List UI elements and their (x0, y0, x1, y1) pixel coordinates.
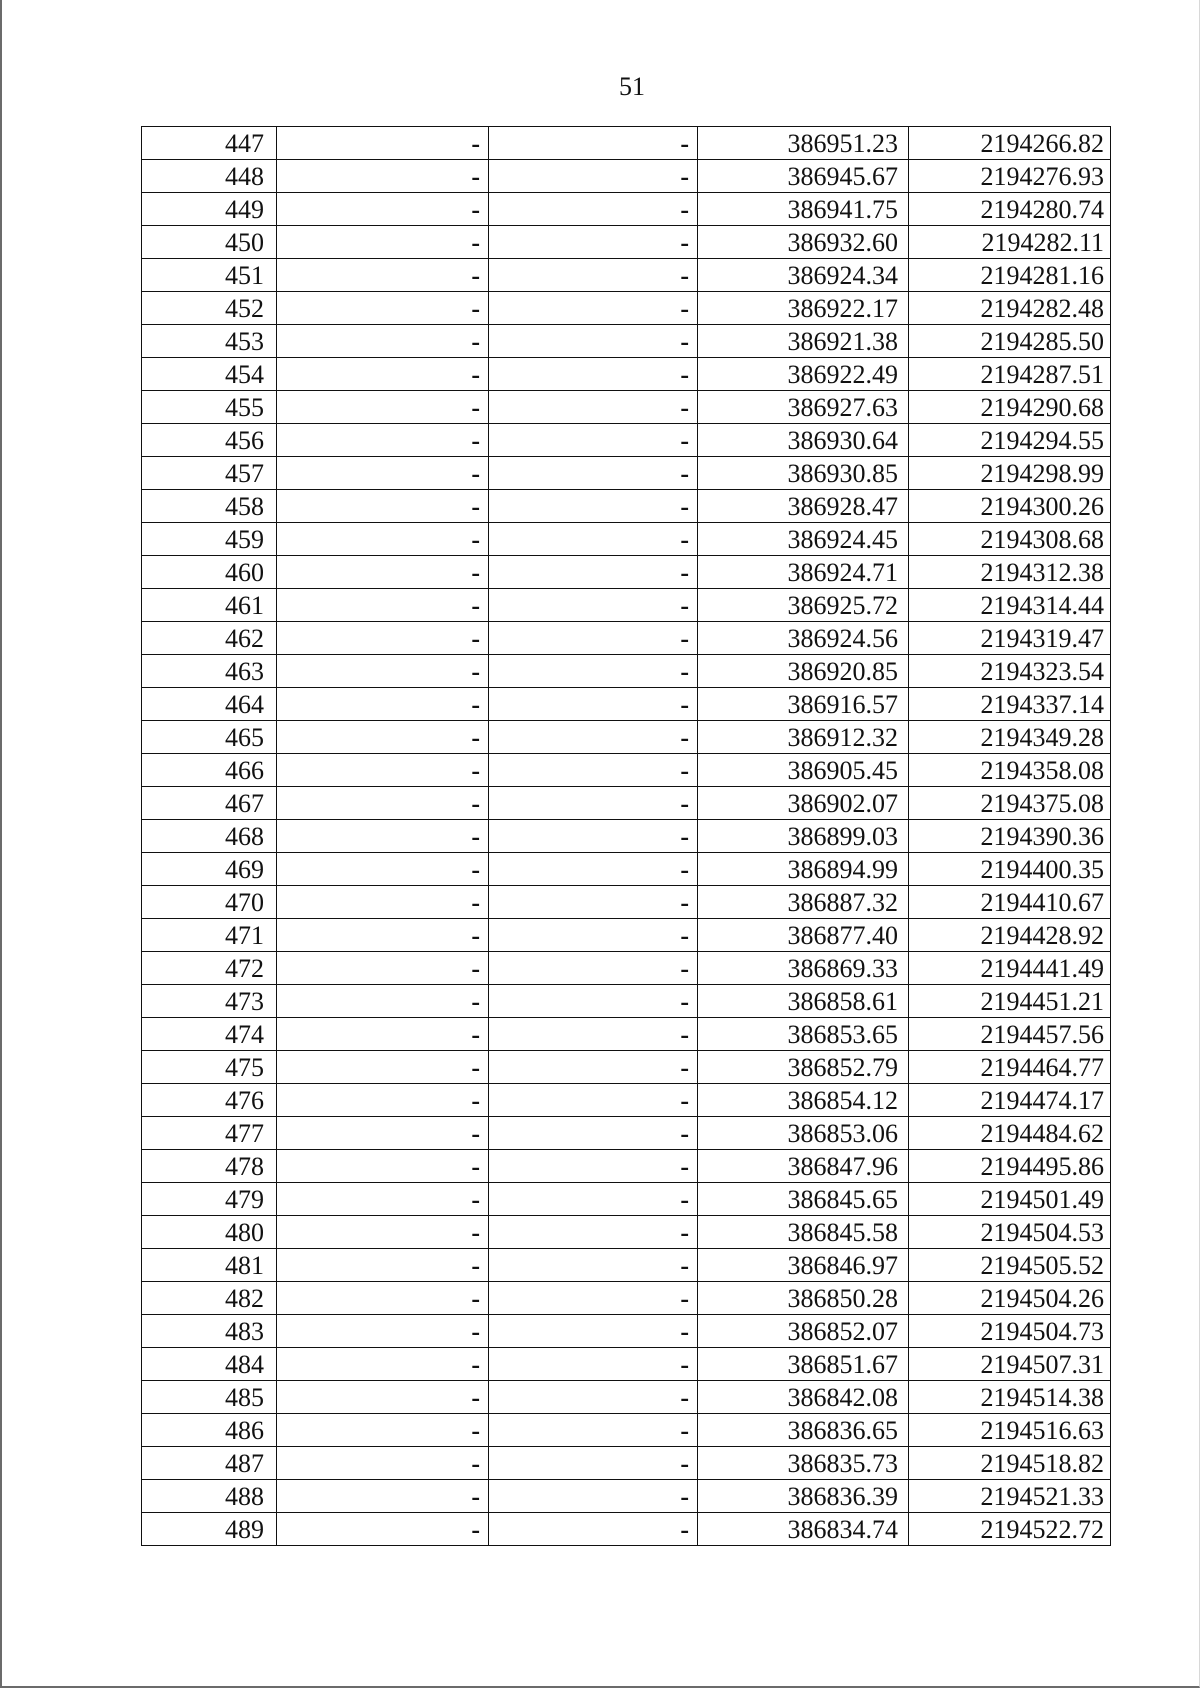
y-coordinate-cell: 2194457.56 (909, 1018, 1111, 1051)
y-coordinate-cell: 2194314.44 (909, 589, 1111, 622)
table-row (142, 160, 1111, 193)
empty-value-cell: - (277, 259, 489, 292)
x-coordinate-cell: 386932.60 (698, 226, 909, 259)
x-coordinate-cell: 386924.34 (698, 259, 909, 292)
point-number-cell: 489 (142, 1513, 277, 1546)
y-coordinate-cell: 2194266.82 (909, 127, 1111, 160)
page-number: 51 (619, 72, 645, 101)
point-number-cell: 487 (142, 1447, 277, 1480)
point-number-cell: 461 (142, 589, 277, 622)
table-row (142, 127, 1111, 160)
y-coordinate-cell: 2194300.26 (909, 490, 1111, 523)
table-row (142, 523, 1111, 556)
point-number-cell: 453 (142, 325, 277, 358)
x-coordinate-cell: 386850.28 (698, 1282, 909, 1315)
empty-value-cell: - (277, 820, 489, 853)
table-row (142, 490, 1111, 523)
empty-value-cell: - (489, 1117, 698, 1150)
empty-value-cell: - (277, 589, 489, 622)
table-row (142, 622, 1111, 655)
point-number-cell: 456 (142, 424, 277, 457)
y-coordinate-cell: 2194312.38 (909, 556, 1111, 589)
table-row (142, 985, 1111, 1018)
x-coordinate-cell: 386930.64 (698, 424, 909, 457)
point-number-cell: 452 (142, 292, 277, 325)
empty-value-cell: - (277, 688, 489, 721)
point-number-cell: 473 (142, 985, 277, 1018)
x-coordinate-cell: 386916.57 (698, 688, 909, 721)
x-coordinate-cell: 386853.06 (698, 1117, 909, 1150)
empty-value-cell: - (489, 226, 698, 259)
y-coordinate-cell: 2194400.35 (909, 853, 1111, 886)
empty-value-cell: - (277, 358, 489, 391)
empty-value-cell: - (277, 1447, 489, 1480)
empty-value-cell: - (489, 1282, 698, 1315)
x-coordinate-cell: 386927.63 (698, 391, 909, 424)
y-coordinate-cell: 2194294.55 (909, 424, 1111, 457)
x-coordinate-cell: 386853.65 (698, 1018, 909, 1051)
empty-value-cell: - (277, 490, 489, 523)
empty-value-cell: - (277, 193, 489, 226)
point-number-cell: 474 (142, 1018, 277, 1051)
x-coordinate-cell: 386951.23 (698, 127, 909, 160)
empty-value-cell: - (489, 952, 698, 985)
y-coordinate-cell: 2194505.52 (909, 1249, 1111, 1282)
y-coordinate-cell: 2194428.92 (909, 919, 1111, 952)
empty-value-cell: - (277, 952, 489, 985)
empty-value-cell: - (277, 1249, 489, 1282)
x-coordinate-cell: 386852.07 (698, 1315, 909, 1348)
x-coordinate-cell: 386922.17 (698, 292, 909, 325)
empty-value-cell: - (277, 1480, 489, 1513)
empty-value-cell: - (489, 325, 698, 358)
table-row (142, 391, 1111, 424)
empty-value-cell: - (277, 1183, 489, 1216)
x-coordinate-cell: 386845.58 (698, 1216, 909, 1249)
empty-value-cell: - (489, 1447, 698, 1480)
empty-value-cell: - (489, 292, 698, 325)
empty-value-cell: - (277, 886, 489, 919)
point-number-cell: 458 (142, 490, 277, 523)
empty-value-cell: - (277, 292, 489, 325)
empty-value-cell: - (489, 1249, 698, 1282)
x-coordinate-cell: 386852.79 (698, 1051, 909, 1084)
empty-value-cell: - (489, 1183, 698, 1216)
y-coordinate-cell: 2194298.99 (909, 457, 1111, 490)
y-coordinate-cell: 2194282.48 (909, 292, 1111, 325)
x-coordinate-cell: 386921.38 (698, 325, 909, 358)
y-coordinate-cell: 2194410.67 (909, 886, 1111, 919)
table-row (142, 556, 1111, 589)
x-coordinate-cell: 386834.74 (698, 1513, 909, 1546)
empty-value-cell: - (489, 1348, 698, 1381)
table-row (142, 886, 1111, 919)
point-number-cell: 463 (142, 655, 277, 688)
point-number-cell: 485 (142, 1381, 277, 1414)
x-coordinate-cell: 386905.45 (698, 754, 909, 787)
y-coordinate-cell: 2194464.77 (909, 1051, 1111, 1084)
empty-value-cell: - (489, 193, 698, 226)
point-number-cell: 476 (142, 1084, 277, 1117)
table-row (142, 1348, 1111, 1381)
y-coordinate-cell: 2194276.93 (909, 160, 1111, 193)
point-number-cell: 449 (142, 193, 277, 226)
table-row (142, 1018, 1111, 1051)
table-row (142, 688, 1111, 721)
y-coordinate-cell: 2194290.68 (909, 391, 1111, 424)
empty-value-cell: - (277, 1216, 489, 1249)
y-coordinate-cell: 2194281.16 (909, 259, 1111, 292)
table-row (142, 589, 1111, 622)
table-row (142, 1249, 1111, 1282)
point-number-cell: 481 (142, 1249, 277, 1282)
point-number-cell: 480 (142, 1216, 277, 1249)
empty-value-cell: - (489, 1018, 698, 1051)
y-coordinate-cell: 2194308.68 (909, 523, 1111, 556)
table-row (142, 1480, 1111, 1513)
table-row (142, 1447, 1111, 1480)
point-number-cell: 454 (142, 358, 277, 391)
y-coordinate-cell: 2194280.74 (909, 193, 1111, 226)
table-row (142, 1117, 1111, 1150)
y-coordinate-cell: 2194451.21 (909, 985, 1111, 1018)
point-number-cell: 465 (142, 721, 277, 754)
table-row (142, 358, 1111, 391)
x-coordinate-cell: 386846.97 (698, 1249, 909, 1282)
empty-value-cell: - (277, 721, 489, 754)
empty-value-cell: - (277, 1381, 489, 1414)
x-coordinate-cell: 386847.96 (698, 1150, 909, 1183)
empty-value-cell: - (489, 424, 698, 457)
x-coordinate-cell: 386877.40 (698, 919, 909, 952)
x-coordinate-cell: 386928.47 (698, 490, 909, 523)
empty-value-cell: - (489, 1381, 698, 1414)
point-number-cell: 466 (142, 754, 277, 787)
y-coordinate-cell: 2194390.36 (909, 820, 1111, 853)
y-coordinate-cell: 2194507.31 (909, 1348, 1111, 1381)
empty-value-cell: - (277, 787, 489, 820)
x-coordinate-cell: 386941.75 (698, 193, 909, 226)
empty-value-cell: - (277, 1513, 489, 1546)
empty-value-cell: - (489, 886, 698, 919)
table-row (142, 1315, 1111, 1348)
point-number-cell: 467 (142, 787, 277, 820)
point-number-cell: 468 (142, 820, 277, 853)
point-number-cell: 471 (142, 919, 277, 952)
point-number-cell: 459 (142, 523, 277, 556)
y-coordinate-cell: 2194504.73 (909, 1315, 1111, 1348)
empty-value-cell: - (489, 490, 698, 523)
point-number-cell: 475 (142, 1051, 277, 1084)
y-coordinate-cell: 2194522.72 (909, 1513, 1111, 1546)
empty-value-cell: - (277, 919, 489, 952)
empty-value-cell: - (277, 754, 489, 787)
y-coordinate-cell: 2194516.63 (909, 1414, 1111, 1447)
empty-value-cell: - (489, 160, 698, 193)
point-number-cell: 469 (142, 853, 277, 886)
point-number-cell: 457 (142, 457, 277, 490)
empty-value-cell: - (489, 259, 698, 292)
empty-value-cell: - (489, 1480, 698, 1513)
table-row (142, 457, 1111, 490)
x-coordinate-cell: 386930.85 (698, 457, 909, 490)
empty-value-cell: - (277, 226, 489, 259)
x-coordinate-cell: 386924.71 (698, 556, 909, 589)
y-coordinate-cell: 2194282.11 (909, 226, 1111, 259)
empty-value-cell: - (277, 985, 489, 1018)
y-coordinate-cell: 2194484.62 (909, 1117, 1111, 1150)
x-coordinate-cell: 386836.39 (698, 1480, 909, 1513)
coordinates-table-body (142, 127, 1111, 1546)
x-coordinate-cell: 386924.45 (698, 523, 909, 556)
empty-value-cell: - (489, 655, 698, 688)
x-coordinate-cell: 386842.08 (698, 1381, 909, 1414)
table-row (142, 1513, 1111, 1546)
y-coordinate-cell: 2194504.53 (909, 1216, 1111, 1249)
point-number-cell: 483 (142, 1315, 277, 1348)
x-coordinate-cell: 386925.72 (698, 589, 909, 622)
empty-value-cell: - (489, 919, 698, 952)
empty-value-cell: - (277, 391, 489, 424)
point-number-cell: 478 (142, 1150, 277, 1183)
empty-value-cell: - (277, 655, 489, 688)
empty-value-cell: - (277, 523, 489, 556)
x-coordinate-cell: 386887.32 (698, 886, 909, 919)
x-coordinate-cell: 386924.56 (698, 622, 909, 655)
empty-value-cell: - (489, 1315, 698, 1348)
point-number-cell: 447 (142, 127, 277, 160)
table-row (142, 1381, 1111, 1414)
point-number-cell: 477 (142, 1117, 277, 1150)
empty-value-cell: - (489, 391, 698, 424)
empty-value-cell: - (277, 1315, 489, 1348)
y-coordinate-cell: 2194287.51 (909, 358, 1111, 391)
empty-value-cell: - (277, 1117, 489, 1150)
empty-value-cell: - (489, 589, 698, 622)
table-row (142, 853, 1111, 886)
y-coordinate-cell: 2194337.14 (909, 688, 1111, 721)
empty-value-cell: - (277, 556, 489, 589)
table-row (142, 655, 1111, 688)
x-coordinate-cell: 386902.07 (698, 787, 909, 820)
x-coordinate-cell: 386920.85 (698, 655, 909, 688)
empty-value-cell: - (277, 160, 489, 193)
point-number-cell: 484 (142, 1348, 277, 1381)
table-row (142, 292, 1111, 325)
empty-value-cell: - (489, 754, 698, 787)
table-row (142, 193, 1111, 226)
empty-value-cell: - (277, 127, 489, 160)
point-number-cell: 479 (142, 1183, 277, 1216)
empty-value-cell: - (277, 1282, 489, 1315)
empty-value-cell: - (489, 787, 698, 820)
empty-value-cell: - (277, 1150, 489, 1183)
table-row (142, 1084, 1111, 1117)
table-row (142, 424, 1111, 457)
y-coordinate-cell: 2194358.08 (909, 754, 1111, 787)
table-row (142, 820, 1111, 853)
point-number-cell: 451 (142, 259, 277, 292)
empty-value-cell: - (489, 1150, 698, 1183)
x-coordinate-cell: 386858.61 (698, 985, 909, 1018)
point-number-cell: 460 (142, 556, 277, 589)
table-row (142, 754, 1111, 787)
empty-value-cell: - (489, 1513, 698, 1546)
y-coordinate-cell: 2194495.86 (909, 1150, 1111, 1183)
empty-value-cell: - (277, 622, 489, 655)
point-number-cell: 448 (142, 160, 277, 193)
empty-value-cell: - (489, 1084, 698, 1117)
y-coordinate-cell: 2194441.49 (909, 952, 1111, 985)
x-coordinate-cell: 386945.67 (698, 160, 909, 193)
y-coordinate-cell: 2194514.38 (909, 1381, 1111, 1414)
empty-value-cell: - (489, 853, 698, 886)
point-number-cell: 450 (142, 226, 277, 259)
point-number-cell: 462 (142, 622, 277, 655)
x-coordinate-cell: 386869.33 (698, 952, 909, 985)
point-number-cell: 464 (142, 688, 277, 721)
empty-value-cell: - (277, 1348, 489, 1381)
empty-value-cell: - (277, 1018, 489, 1051)
y-coordinate-cell: 2194474.17 (909, 1084, 1111, 1117)
x-coordinate-cell: 386851.67 (698, 1348, 909, 1381)
y-coordinate-cell: 2194521.33 (909, 1480, 1111, 1513)
empty-value-cell: - (489, 358, 698, 391)
x-coordinate-cell: 386854.12 (698, 1084, 909, 1117)
empty-value-cell: - (277, 1051, 489, 1084)
empty-value-cell: - (277, 1084, 489, 1117)
y-coordinate-cell: 2194504.26 (909, 1282, 1111, 1315)
point-number-cell: 482 (142, 1282, 277, 1315)
table-row (142, 1282, 1111, 1315)
empty-value-cell: - (489, 688, 698, 721)
table-row (142, 1414, 1111, 1447)
y-coordinate-cell: 2194323.54 (909, 655, 1111, 688)
x-coordinate-cell: 386894.99 (698, 853, 909, 886)
empty-value-cell: - (489, 1216, 698, 1249)
y-coordinate-cell: 2194319.47 (909, 622, 1111, 655)
point-number-cell: 455 (142, 391, 277, 424)
empty-value-cell: - (489, 820, 698, 853)
table-row (142, 1183, 1111, 1216)
empty-value-cell: - (489, 1414, 698, 1447)
empty-value-cell: - (489, 1051, 698, 1084)
x-coordinate-cell: 386845.65 (698, 1183, 909, 1216)
point-number-cell: 488 (142, 1480, 277, 1513)
x-coordinate-cell: 386912.32 (698, 721, 909, 754)
point-number-cell: 470 (142, 886, 277, 919)
x-coordinate-cell: 386922.49 (698, 358, 909, 391)
y-coordinate-cell: 2194285.50 (909, 325, 1111, 358)
y-coordinate-cell: 2194349.28 (909, 721, 1111, 754)
coordinates-table (141, 126, 1111, 1546)
table-row (142, 1150, 1111, 1183)
empty-value-cell: - (277, 325, 489, 358)
empty-value-cell: - (489, 622, 698, 655)
table-row (142, 919, 1111, 952)
table-row (142, 952, 1111, 985)
point-number-cell: 472 (142, 952, 277, 985)
empty-value-cell: - (489, 721, 698, 754)
table-row (142, 787, 1111, 820)
x-coordinate-cell: 386836.65 (698, 1414, 909, 1447)
empty-value-cell: - (277, 457, 489, 490)
empty-value-cell: - (489, 523, 698, 556)
empty-value-cell: - (277, 1414, 489, 1447)
point-number-cell: 486 (142, 1414, 277, 1447)
x-coordinate-cell: 386835.73 (698, 1447, 909, 1480)
table-row (142, 226, 1111, 259)
empty-value-cell: - (277, 853, 489, 886)
x-coordinate-cell: 386899.03 (698, 820, 909, 853)
table-row (142, 1051, 1111, 1084)
table-row (142, 325, 1111, 358)
y-coordinate-cell: 2194518.82 (909, 1447, 1111, 1480)
empty-value-cell: - (277, 424, 489, 457)
table-row (142, 1216, 1111, 1249)
empty-value-cell: - (489, 985, 698, 1018)
y-coordinate-cell: 2194375.08 (909, 787, 1111, 820)
table-row (142, 721, 1111, 754)
empty-value-cell: - (489, 457, 698, 490)
y-coordinate-cell: 2194501.49 (909, 1183, 1111, 1216)
empty-value-cell: - (489, 127, 698, 160)
table-row (142, 259, 1111, 292)
empty-value-cell: - (489, 556, 698, 589)
